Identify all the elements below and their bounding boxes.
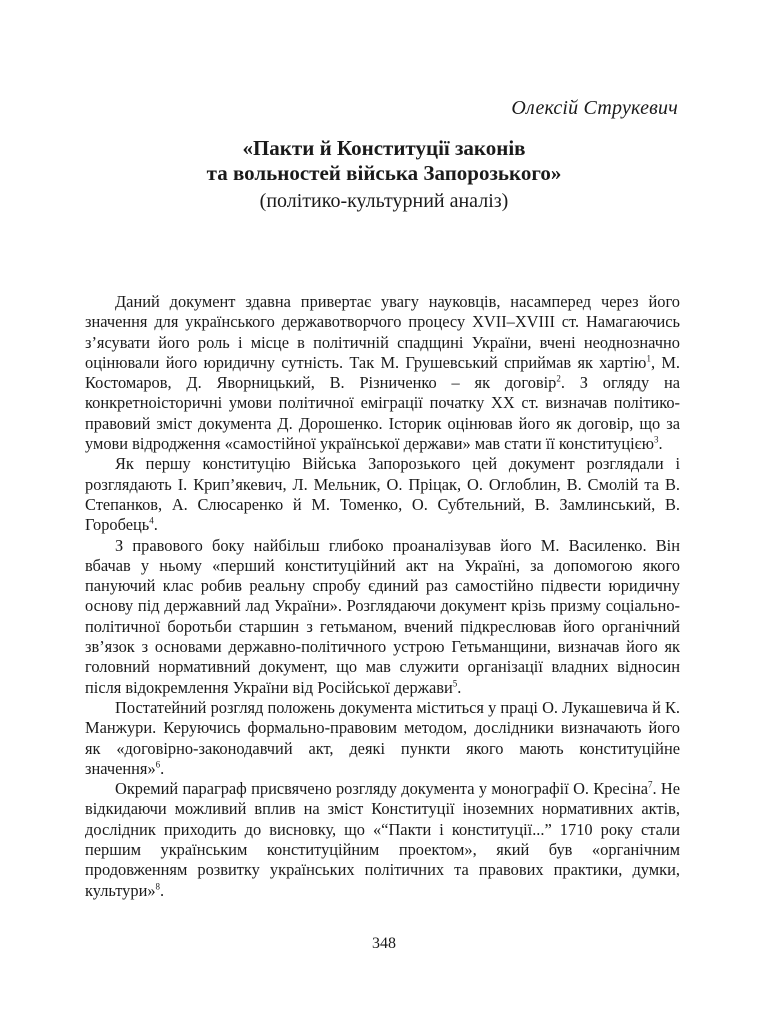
footnote-ref: 5 bbox=[452, 678, 458, 689]
text-segment: . bbox=[160, 880, 165, 900]
text-segment: . bbox=[658, 434, 663, 454]
text-segment: . Не відкидаючи можливий вплив на зміст Конституції іноземних нормативних актів, дослідник приходить до висновку, що «“Пакти і конституції...” 1710 року стали першим українським конституційним проектом», який був «органічним продовженням розвитку українських політичних та правових практики, думки, культури» bbox=[85, 779, 680, 900]
article-title bbox=[0, 136, 768, 186]
footnote-ref: 8 bbox=[155, 881, 161, 892]
footnote-ref: 3 bbox=[653, 434, 659, 445]
footnote-ref: 4 bbox=[149, 515, 154, 526]
footnote-ref: 1 bbox=[646, 353, 651, 364]
paragraph-4 bbox=[85, 698, 680, 779]
text-segment: . bbox=[160, 758, 165, 778]
title-line-1: «Пакти й Конституції законів bbox=[242, 136, 526, 160]
footnote-ref: 6 bbox=[155, 759, 161, 770]
paragraph-2 bbox=[85, 454, 680, 535]
page-number: 348 bbox=[372, 935, 396, 952]
title-line-2: та вольностей війська Запорозького» bbox=[206, 161, 562, 185]
paragraph-3 bbox=[85, 536, 680, 698]
paragraph-5 bbox=[85, 779, 680, 901]
text-segment: Окремий параграф присвячено розгляду документа у монографії О. Кресіна bbox=[115, 779, 648, 799]
footnote-ref: 7 bbox=[647, 779, 653, 790]
article-body bbox=[85, 292, 680, 901]
paragraph-1 bbox=[85, 292, 680, 454]
text-segment: Даний документ здавна привертає увагу науковців, насамперед через його значення для українського державотворчого процесу XVII–XVIII ст. Намагаючись з’ясувати його роль і місце в політичній спадщині України, вчені неоднозначно оцінювали його юридичну сутність. Так М. Грушевський сприймав як хартію bbox=[85, 292, 680, 372]
text-segment: Як першу конституцію Війська Запорозького цей документ розглядали і розглядають І. Крип’якевич, Л. Мельник, О. Пріцак, О. Оглоблин, В. Смолій та В. Степанков, А. Слюсаренко й М. Томенко, О. Субтельний, В. Замлинський, В. Горобець bbox=[85, 454, 680, 535]
text-segment: Постатейний розгляд положень документа міститься у праці О. Лукашевича й К. Манжури. Керуючись формально-правовим методом, дослідники визначають його як «договірно-законодавчий акт, деякі пункти якого мають конституційне значення» bbox=[85, 697, 680, 778]
footnote-ref: 2 bbox=[556, 373, 561, 384]
article-subtitle: (політико-культурний аналіз) bbox=[259, 190, 509, 212]
author-name: Олексій Струкевич bbox=[511, 97, 678, 119]
text-segment: . З огляду на конкретноісторичні умови політичної еміграції початку XX ст. визначав політико-правовий зміст документа Д. Дорошенко. Історик оцінював його як договір, що за умови відродження «самостійної української держави» мав стати її конституцією bbox=[85, 373, 680, 454]
text-segment: З правового боку найбільш глибоко проаналізував його М. Василенко. Він вбачав у ньому «перший конституційний акт на Україні, за допомогою якого пануючий клас робив реальну спробу єдиний раз самостійно підвести юридичну основу під державний лад України». Розглядаючи документ крізь призму соціально-політичної боротьби старшин з гетьманом, вчений підкреслював його органічний зв’язок з основами державно-політичного устрою Гетьманщини, визначав його як головний нормативний документ, що мав служити організації владних відносин після відокремлення України від Російської держави bbox=[85, 535, 680, 697]
text-segment: , М. Костомаров, Д. Яворницький, В. Різниченко – як договір bbox=[85, 352, 680, 393]
text-segment: . bbox=[153, 515, 158, 535]
text-segment: . bbox=[457, 677, 462, 697]
